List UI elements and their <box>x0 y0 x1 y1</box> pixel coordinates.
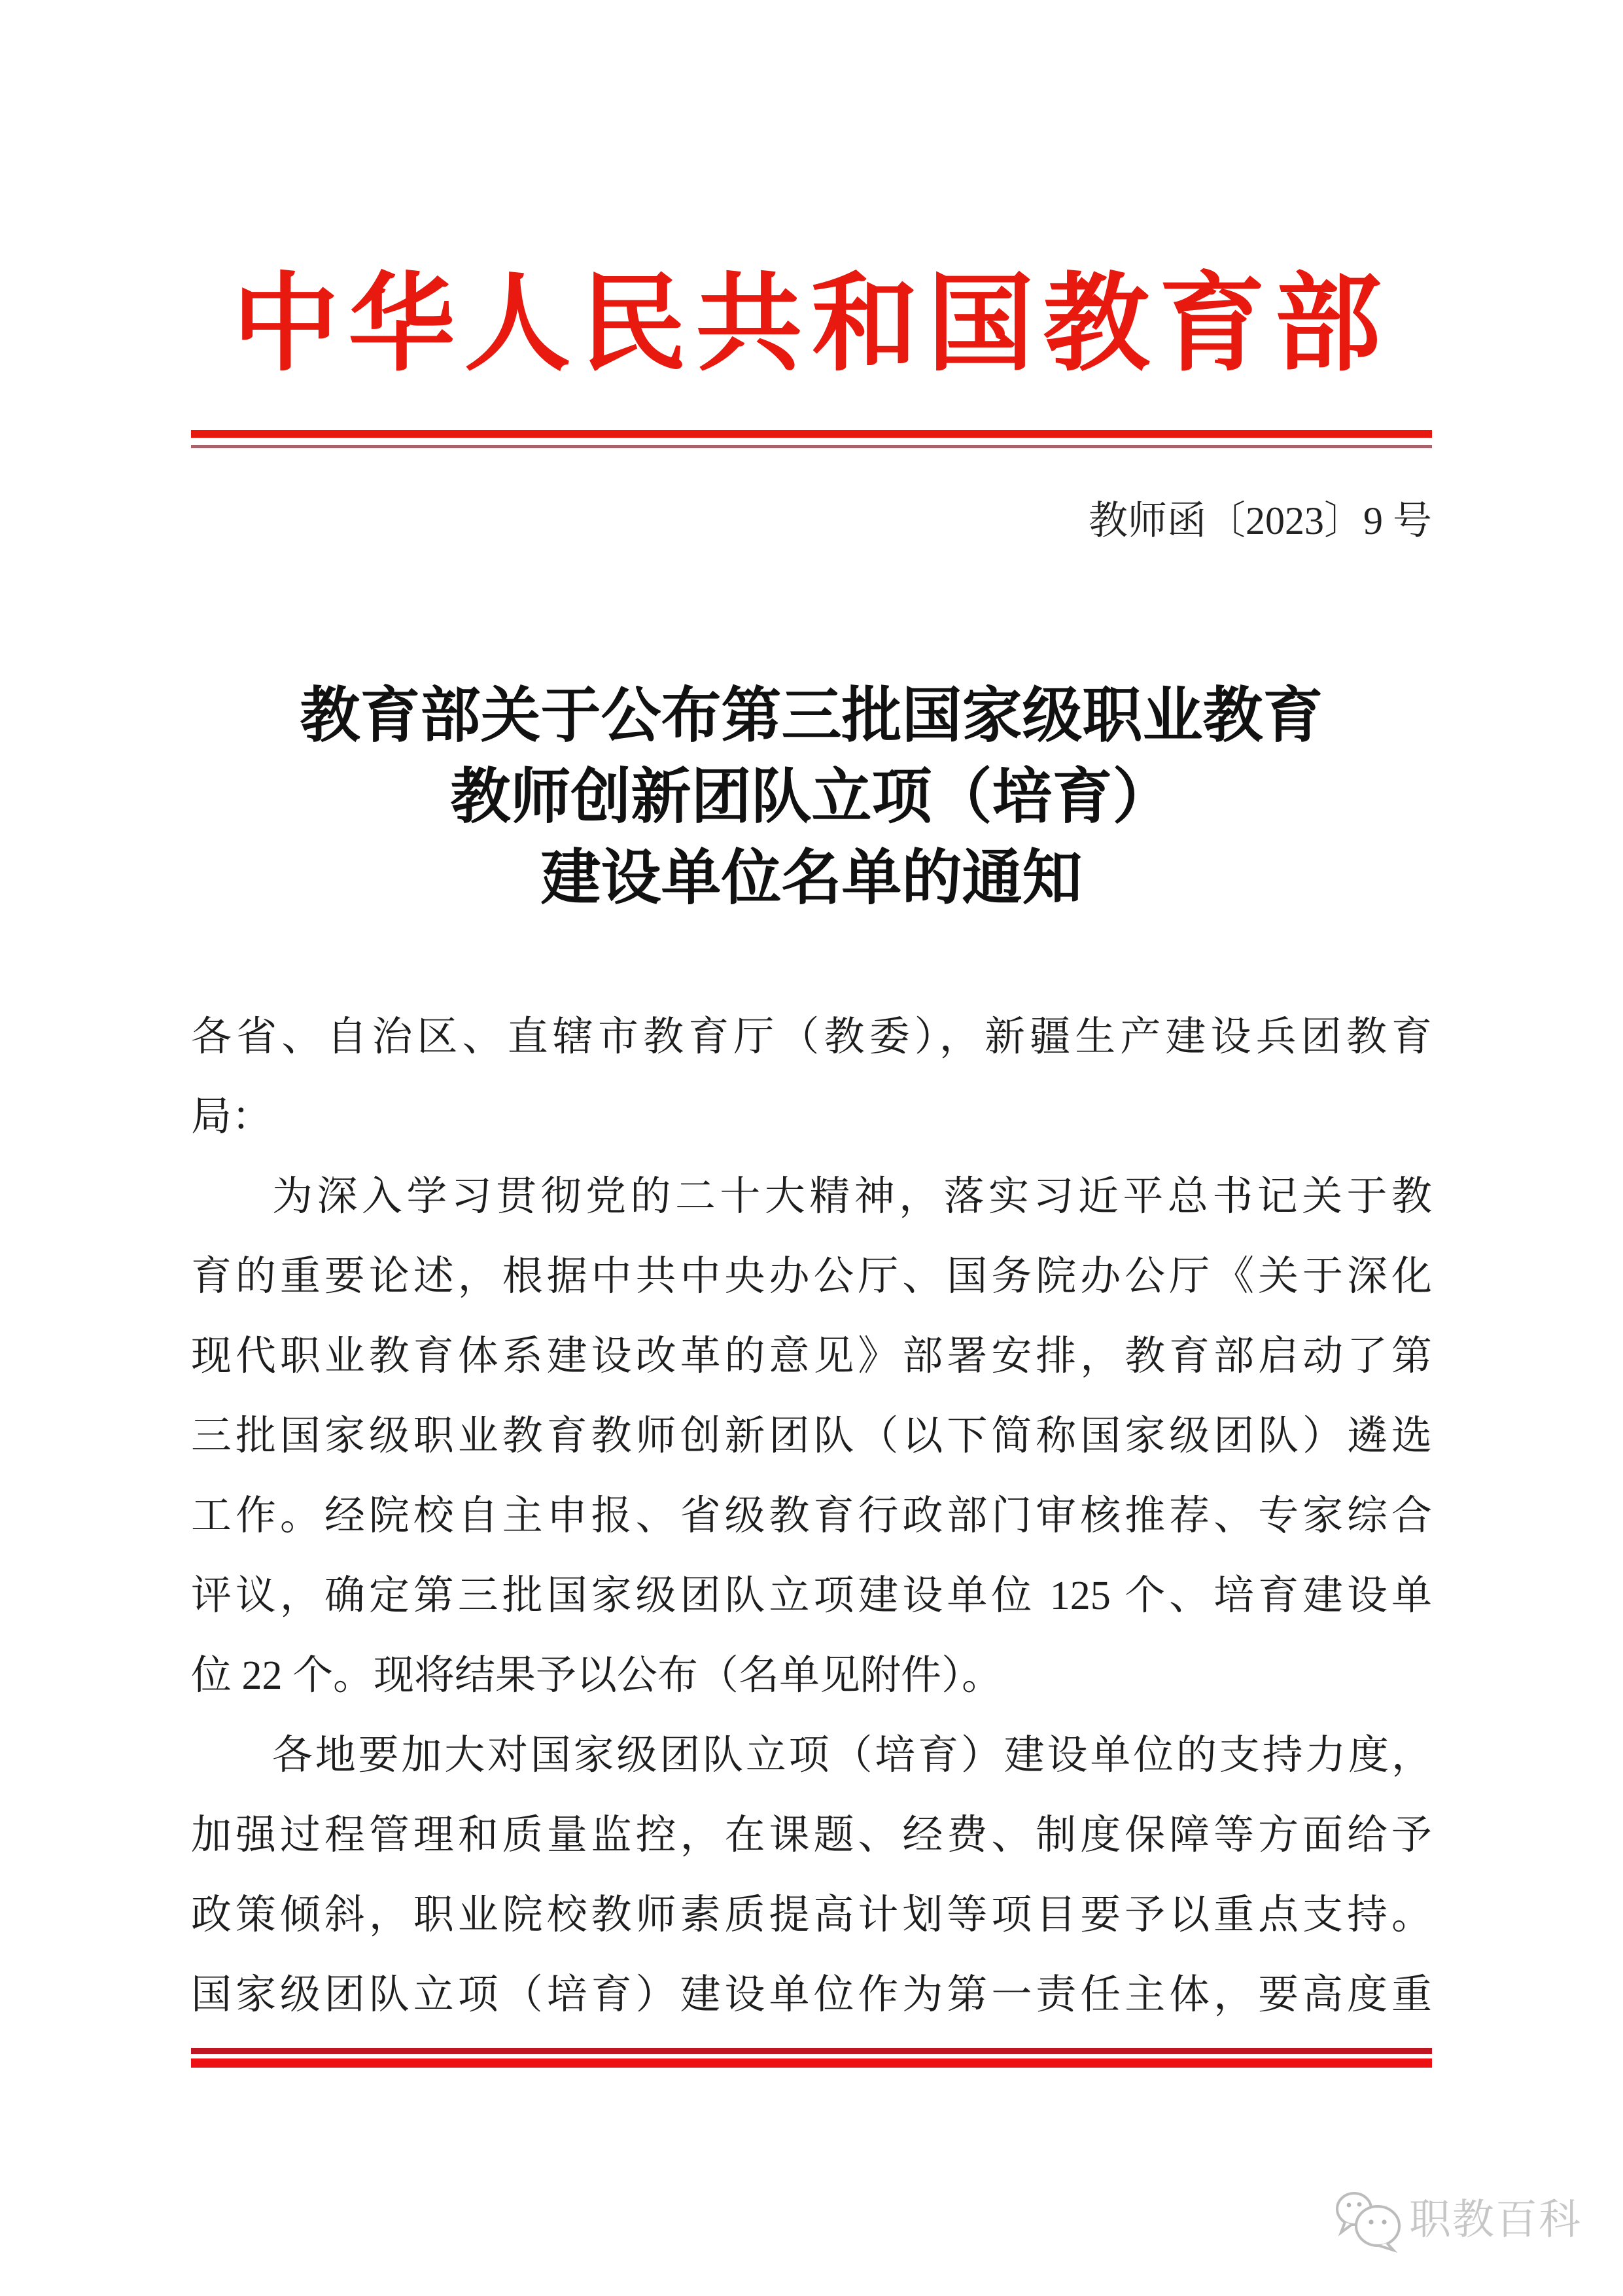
footer-rule-upper <box>191 2048 1432 2054</box>
notice-title <box>191 675 1432 919</box>
body-line: 国家级团队立项（培育）建设单位作为第一责任主体，要高度重 <box>191 1973 1432 2017</box>
body-line: 育的重要论述，根据中共中央办公厅、国务院办公厅《关于深化 <box>191 1254 1432 1299</box>
body-line: 评议，确定第三批国家级团队立项建设单位 125 个、培育建设单 <box>191 1574 1432 1618</box>
watermark <box>1332 2185 1582 2253</box>
notice-title-line-3: 建设单位名单的通知 <box>540 845 1083 911</box>
body-line: 政策倾斜，职业院校教师素质提高计划等项目要予以重点支持。 <box>191 1893 1432 1937</box>
body-line: 各地要加大对国家级团队立项（培育）建设单位的支持力度， <box>272 1733 1432 1778</box>
body-line: 三批国家级职业教育教师创新团队（以下简称国家级团队）遴选 <box>191 1414 1432 1458</box>
footer-rule-lower <box>191 2058 1432 2068</box>
body-line: 加强过程管理和质量监控，在课题、经费、制度保障等方面给予 <box>191 1813 1432 1858</box>
notice-body <box>191 997 1432 2035</box>
body-line: 各省、自治区、直辖市教育厅（教委），新疆生产建设兵团教育 <box>191 1015 1432 1059</box>
notice-title-line-1: 教育部关于公布第三批国家级职业教育 <box>300 682 1323 749</box>
wechat-bubbles-icon <box>1332 2185 1405 2253</box>
body-line: 局： <box>191 1095 273 1139</box>
letterhead-rule-thin <box>191 445 1432 448</box>
body-line: 现代职业教育体系建设改革的意见》部署安排，教育部启动了第 <box>191 1334 1432 1379</box>
body-line: 工作。经院校自主申报、省级教育行政部门审核推荐、专家综合 <box>191 1494 1432 1538</box>
watermark-label: 职教百科 <box>1409 2196 1582 2243</box>
body-line: 位 22 个。现将结果予以公布（名单见附件）。 <box>191 1653 1003 1698</box>
notice-title-line-2: 教师创新团队立项（培育） <box>450 764 1173 830</box>
ministry-letterhead-title: 中华人民共和国教育部 <box>232 266 1391 384</box>
document-reference-number: 教师函〔2023〕9 号 <box>1089 499 1432 542</box>
letterhead-rule-thick <box>191 430 1432 438</box>
body-line: 为深入学习贯彻党的二十大精神，落实习近平总书记关于教 <box>272 1174 1432 1219</box>
